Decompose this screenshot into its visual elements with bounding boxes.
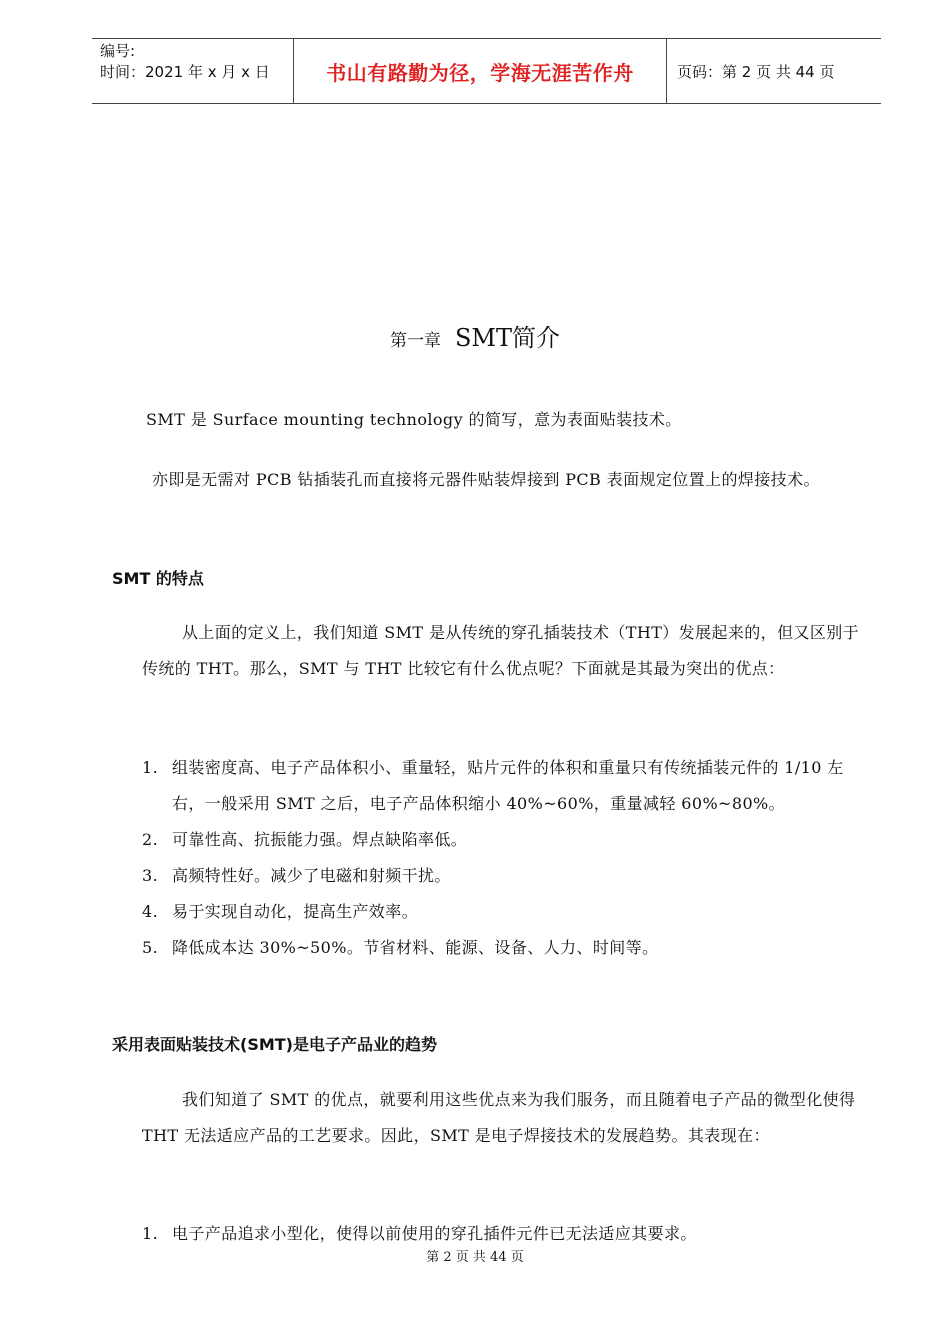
list-item-number: 2. bbox=[142, 830, 159, 849]
time-label: 时间：2021 年 x 月 x 日 bbox=[100, 63, 270, 81]
features-paragraph: 从上面的定义上，我们知道 SMT 是从传统的穿孔插装技术（THT）发展起来的，但又区别于传统的 THT。那么，SMT 与 THT 比较它有什么优点呢？下面就是其最为突出的优点： bbox=[142, 623, 860, 678]
list-item-text: 高频特性好。减少了电磁和射频干扰。 bbox=[172, 866, 451, 885]
list-item bbox=[142, 894, 864, 930]
list-item bbox=[142, 858, 864, 894]
intro-paragraph-1: SMT 是 Surface mounting technology 的简写，意为表面贴装技术。 bbox=[146, 410, 682, 429]
header-page-label: 页码：第 2 页 共 44 页 bbox=[677, 62, 835, 81]
list-item bbox=[142, 750, 864, 822]
trend-paragraph: 我们知道了 SMT 的优点，就要利用这些优点来为我们服务，而且随着电子产品的微型化使得 THT 无法适应产品的工艺要求。因此，SMT 是电子焊接技术的发展趋势。其表现在： bbox=[142, 1090, 856, 1145]
section-heading-trend: 采用表面贴装技术(SMT)是电子产品业的趋势 bbox=[112, 1035, 437, 1054]
list-item-text: 可靠性高、抗振能力强。焊点缺陷率低。 bbox=[172, 830, 468, 849]
serial-label: 编号: bbox=[100, 42, 136, 60]
page-footer: 第 2 页 共 44 页 bbox=[426, 1250, 524, 1265]
list-item-number: 4. bbox=[142, 902, 159, 921]
list-item-number: 1. bbox=[142, 758, 159, 777]
list-item-text: 电子产品追求小型化，使得以前使用的穿孔插件元件已无法适应其要求。 bbox=[172, 1224, 697, 1243]
chapter-main-title: SMT简介 bbox=[454, 324, 561, 352]
header-motto: 书山有路勤为径，学海无涯苦作舟 bbox=[293, 39, 667, 103]
page-header bbox=[92, 38, 881, 104]
list-item-number: 3. bbox=[142, 866, 159, 885]
intro-paragraph-2: 亦即是无需对 PCB 钻插装孔而直接将元器件贴装焊接到 PCB 表面规定位置上的焊接技术。 bbox=[152, 470, 820, 489]
list-item-number: 5. bbox=[142, 938, 159, 957]
features-list bbox=[142, 750, 864, 966]
section-heading-features: SMT 的特点 bbox=[112, 569, 204, 588]
list-item bbox=[142, 822, 864, 858]
chapter-title bbox=[0, 318, 950, 353]
list-item-number: 1. bbox=[142, 1224, 159, 1243]
list-item bbox=[142, 930, 864, 966]
list-item-text: 组装密度高、电子产品体积小、重量轻，贴片元件的体积和重量只有传统插装元件的 1/10 左右，一般采用 SMT 之后，电子产品体积缩小 40%~60%，重量减轻 60%~80%。 bbox=[172, 758, 844, 813]
chapter-number: 第一章 bbox=[389, 331, 441, 351]
list-item-text: 降低成本达 30%~50%。节省材料、能源、设备、人力、时间等。 bbox=[172, 938, 659, 957]
list-item-text: 易于实现自动化，提高生产效率。 bbox=[172, 902, 419, 921]
header-meta bbox=[92, 39, 293, 103]
